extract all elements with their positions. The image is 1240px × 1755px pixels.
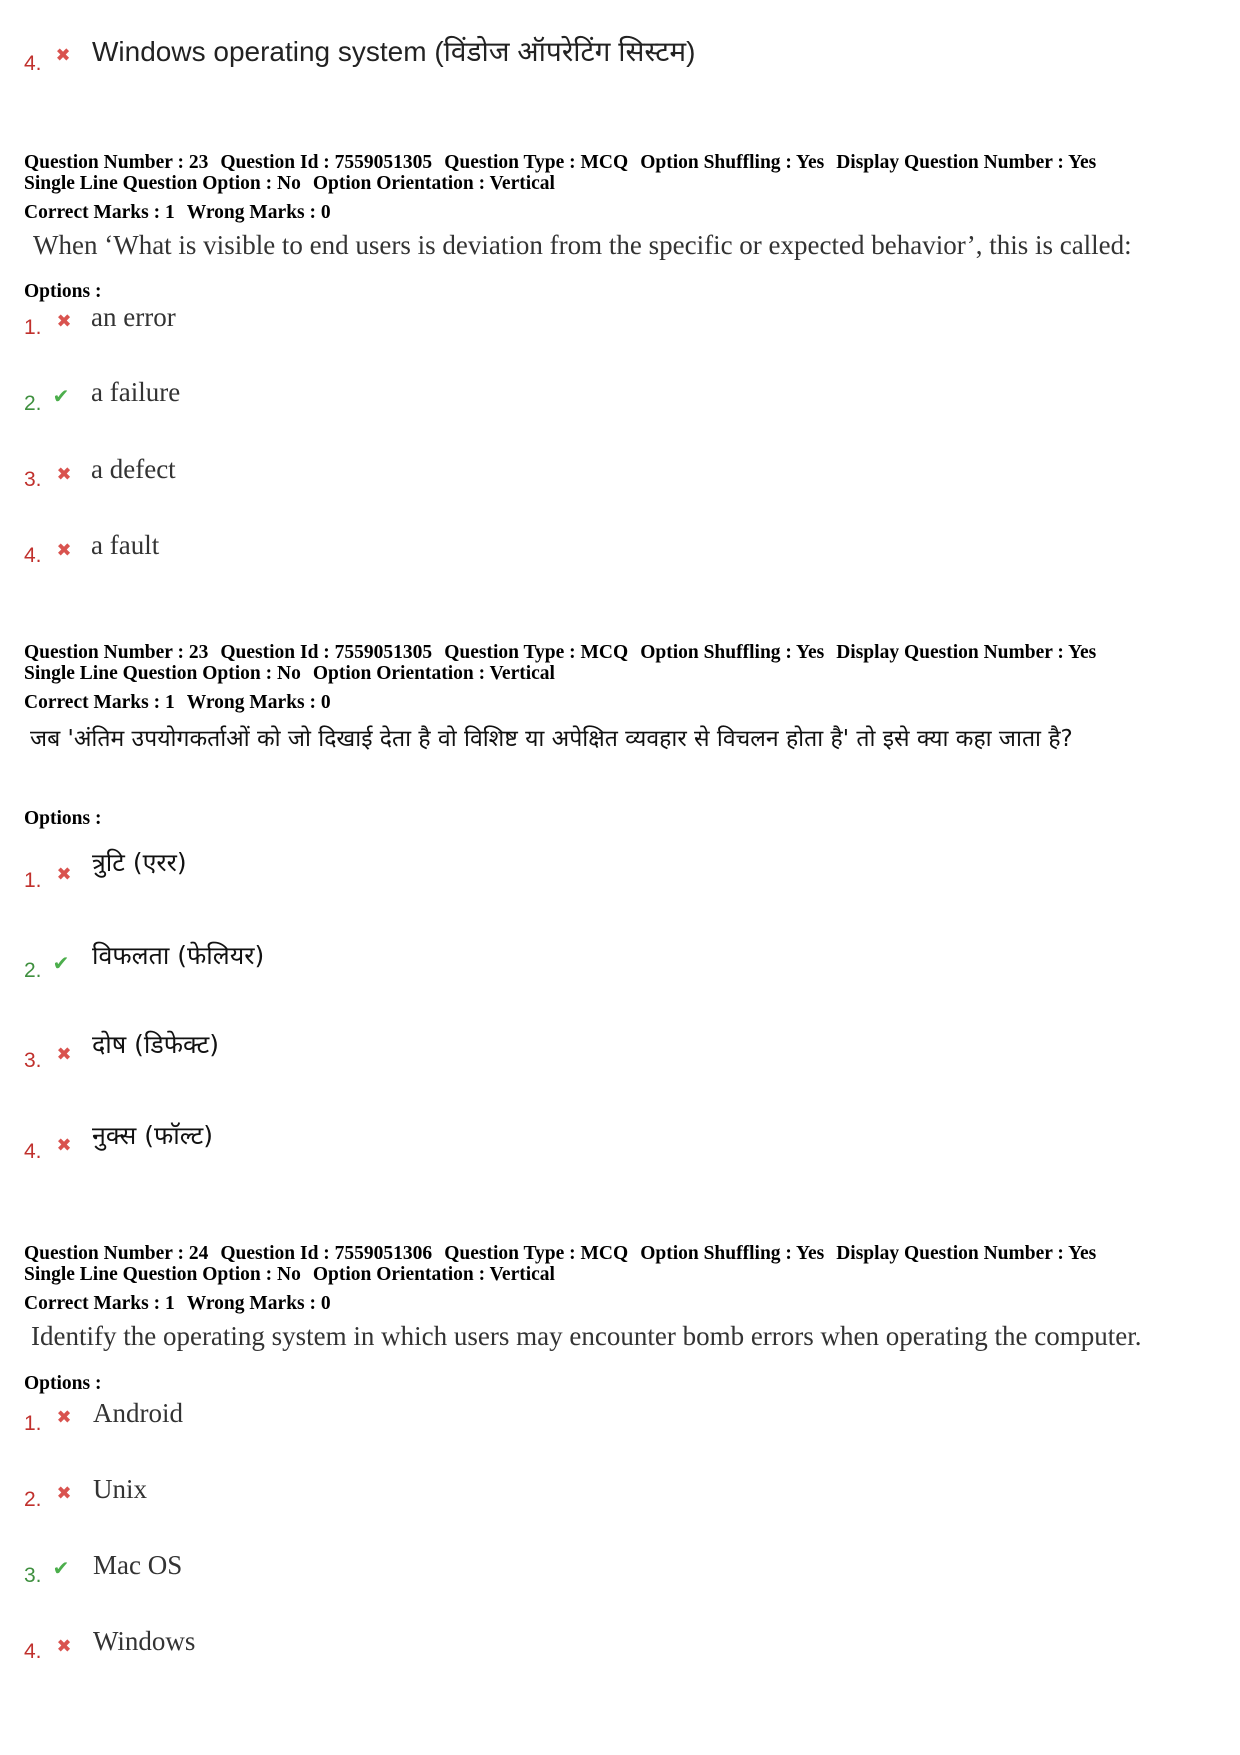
option-number: 3.: [24, 1049, 42, 1072]
question-marks: Correct Marks : 1 Wrong Marks : 0: [24, 692, 331, 713]
top-option-text: Windows operating system (विंडोज ऑपरेटिंग सिस्टम): [92, 36, 696, 67]
check-icon: ✔: [52, 951, 70, 975]
option-number: 2.: [24, 1488, 42, 1511]
check-icon: ✔: [52, 1556, 70, 1580]
cross-icon: ✖: [56, 1636, 72, 1657]
option-text: विफलता (फेलियर): [92, 941, 265, 970]
cross-icon: ✖: [56, 1044, 72, 1065]
option-text: a defect: [91, 454, 176, 484]
cross-icon: ✖: [56, 311, 72, 332]
option-number: 3.: [24, 468, 42, 491]
option-text: नुक्स (फॉल्ट): [92, 1121, 213, 1150]
option-text: त्रुटि (एरर): [92, 848, 187, 877]
options-label: Options :: [24, 808, 102, 829]
cross-icon: ✖: [56, 864, 72, 885]
question-meta-line2: Single Line Question Option : No Option Orientation : Vertical: [24, 173, 555, 194]
check-icon: ✔: [52, 384, 70, 408]
question-meta-line1: Question Number : 23 Question Id : 7559051305 Question Type : MCQ Option Shuffling : Yes Display Question Number : Yes: [24, 152, 1097, 173]
option-number: 4.: [24, 544, 42, 567]
options-label: Options :: [24, 281, 102, 302]
option-text: a failure: [91, 377, 181, 407]
question-meta-line1: Question Number : 23 Question Id : 7559051305 Question Type : MCQ Option Shuffling : Yes Display Question Number : Yes: [24, 642, 1097, 663]
option-text: a fault: [91, 530, 160, 560]
option-text: Unix: [93, 1474, 147, 1504]
option-text: Android: [93, 1398, 183, 1428]
question-meta-line2: Single Line Question Option : No Option Orientation : Vertical: [24, 1264, 555, 1285]
cross-icon: ✖: [56, 1407, 72, 1428]
cross-icon: ✖: [56, 464, 72, 485]
options-label: Options :: [24, 1373, 102, 1394]
question-text: जब 'अंतिम उपयोगकर्ताओं को जो दिखाई देता है वो विशिष्ट या अपेक्षित व्यवहार से विचलन होता है' तो इसे क्या कहा जाता है?: [30, 726, 1073, 752]
question-meta-line1: Question Number : 24 Question Id : 7559051306 Question Type : MCQ Option Shuffling : Yes Display Question Number : Yes: [24, 1243, 1097, 1264]
option-number: 1.: [24, 316, 42, 339]
question-marks: Correct Marks : 1 Wrong Marks : 0: [24, 1293, 331, 1314]
option-text: दोष (डिफेक्ट): [92, 1030, 220, 1059]
option-number: 4.: [24, 1640, 42, 1663]
option-number: 3.: [24, 1564, 42, 1587]
question-text: Identify the operating system in which users may encounter bomb errors when operating the computer.: [31, 1321, 1142, 1351]
cross-icon: ✖: [56, 1483, 72, 1504]
question-marks: Correct Marks : 1 Wrong Marks : 0: [24, 202, 331, 223]
option-number: 1.: [24, 1412, 42, 1435]
option-text: Mac OS: [93, 1550, 183, 1580]
option-number: 2.: [24, 392, 42, 415]
cross-icon: ✖: [56, 540, 72, 561]
cross-icon: ✖: [55, 45, 71, 66]
question-text: When ‘What is visible to end users is deviation from the specific or expected behavior’, this is called:: [33, 230, 1132, 260]
option-number: 1.: [24, 869, 42, 892]
question-meta-line2: Single Line Question Option : No Option Orientation : Vertical: [24, 663, 555, 684]
option-text: Windows: [93, 1626, 196, 1656]
option-number: 4.: [24, 1140, 42, 1163]
option-number: 2.: [24, 959, 42, 982]
cross-icon: ✖: [56, 1135, 72, 1156]
option-text: an error: [91, 302, 176, 332]
top-option-number: 4.: [24, 52, 42, 75]
